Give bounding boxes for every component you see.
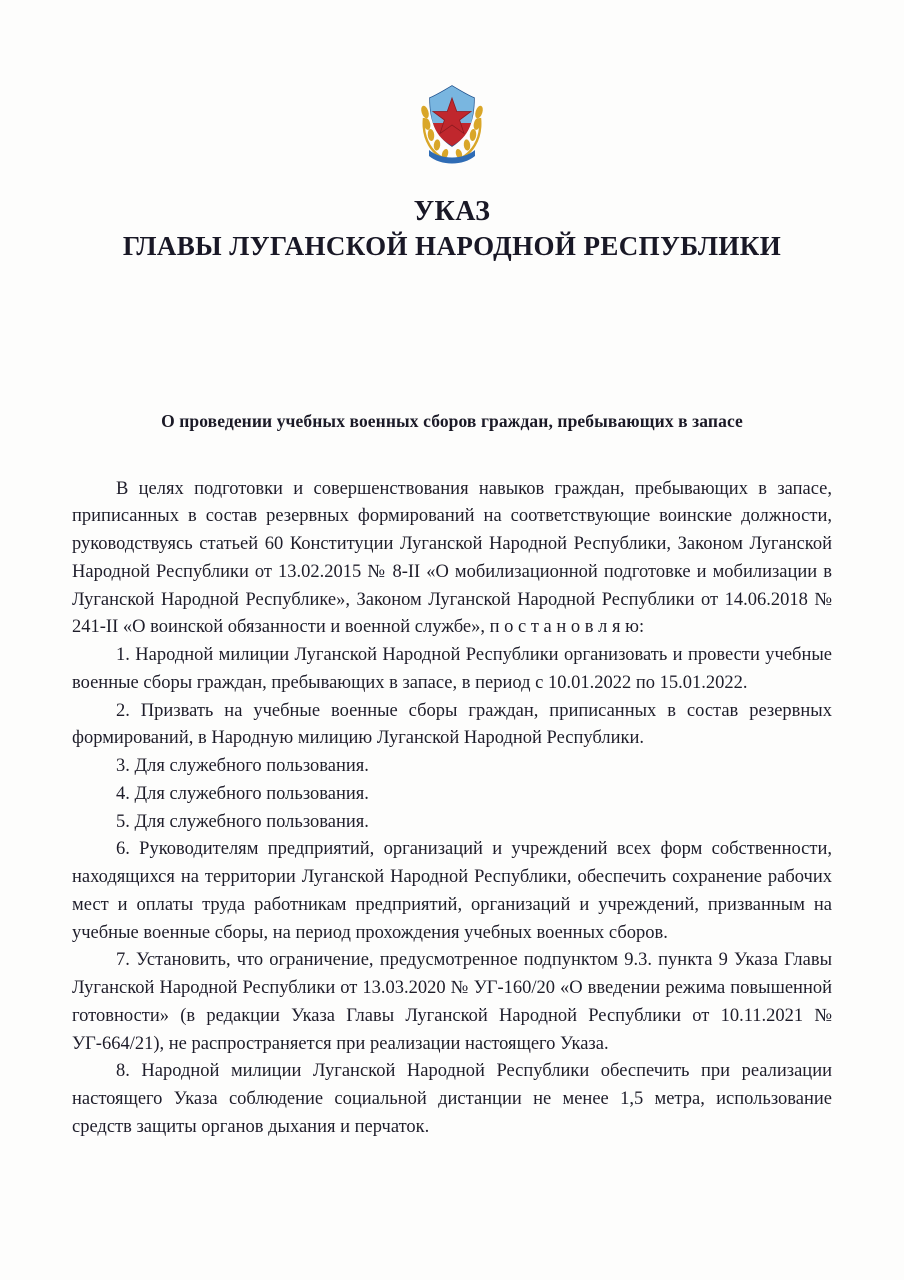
paragraph-item-2: 2. Призвать на учебные военные сборы граждан, приписанных в состав резервных формирований, в Народную милицию Луганской Народной Республики. [72, 700, 832, 749]
paragraph-intro: В целях подготовки и совершенствования навыков граждан, пребывающих в запасе, приписанных в состав резервных формирований на соответствующие воинские должности, руководствуясь статьей 60 Конституции Луганской Народной Республики, Законом Луганской Народной Республики от 13.02.2015 № 8-II «О мобилизационной подготовке и мобилизации в Луганской Народной Республике», Законом Луганской Народной Республики от 14.06.2018 № 241-II «О воинской обязанности и военной службе», п о с т а н о в л я ю: [72, 478, 832, 638]
paragraph-item-3: 3. Для служебного пользования. [116, 756, 369, 777]
emblem-container [72, 0, 832, 166]
document-body [72, 476, 832, 1142]
coat-of-arms-lugansk-icon [415, 78, 489, 166]
document-title [72, 196, 832, 263]
title-main: УКАЗ [413, 196, 491, 227]
document-subject: О проведении учебных военных сборов граждан, пребывающих в запасе [161, 410, 743, 431]
title-subtitle: ГЛАВЫ ЛУГАНСКОЙ НАРОДНОЙ РЕСПУБЛИКИ [122, 231, 782, 262]
paragraph-item-8: 8. Народной милиции Луганской Народной Республики обеспечить при реализации настоящего Указа соблюдение социальной дистанции не менее 1,5 метра, использование средств защиты органов дыхания и перчаток. [72, 1061, 832, 1137]
paragraph-item-6: 6. Руководителям предприятий, организаций и учреждений всех форм собственности, находящихся на территории Луганской Народной Республики, обеспечить сохранение рабочих мест и оплаты труда работникам предприятий, организаций и учреждений, призванным на учебные военные сборы, на период прохождения учебных военных сборов. [72, 839, 832, 943]
paragraph-item-1: 1. Народной милиции Луганской Народной Республики организовать и провести учебные военные сборы граждан, пребывающих в запасе, в период с 10.01.2022 по 15.01.2022. [72, 645, 832, 693]
paragraph-item-5: 5. Для служебного пользования. [116, 811, 369, 832]
paragraph-item-4: 4. Для служебного пользования. [116, 783, 369, 804]
paragraph-item-7: 7. Установить, что ограничение, предусмотренное подпунктом 9.3. пункта 9 Указа Главы Луганской Народной Республики от 13.03.2020 № УГ-160/20 «О введении режима повышенной готовности» (в редакции Указа Главы Луганской Народной Республики от 10.11.2021 № УГ-664/21), не распространяется при реализации настоящего Указа. [72, 950, 832, 1054]
